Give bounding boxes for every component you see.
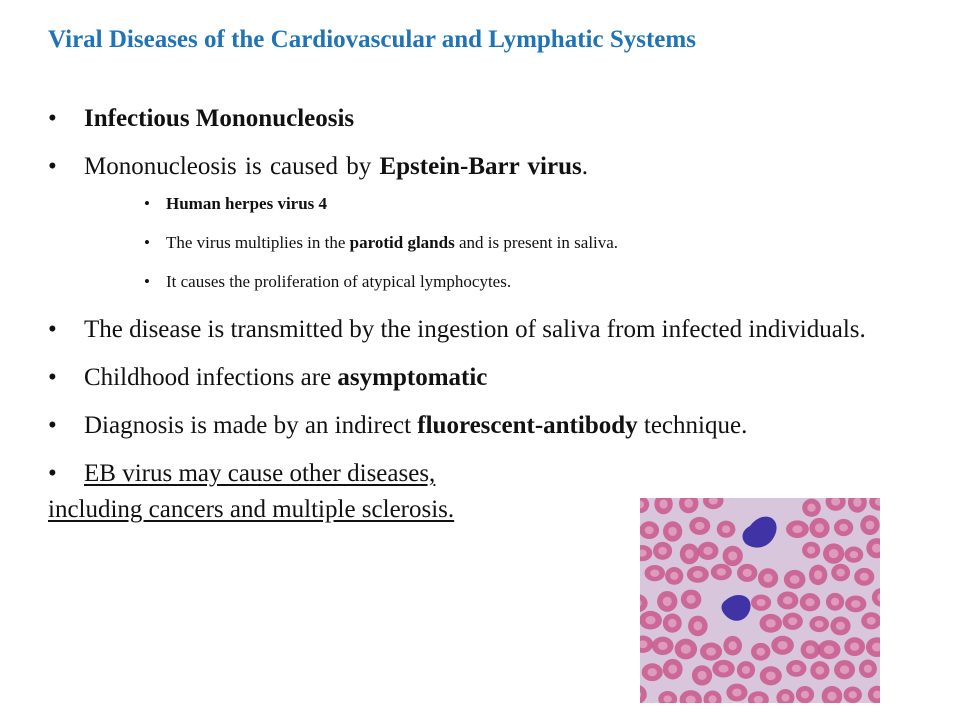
red-blood-cell-pallor — [790, 575, 800, 584]
red-blood-cell-pallor — [757, 599, 766, 606]
red-blood-cell-pallor — [805, 598, 814, 606]
red-blood-cell-pallor — [663, 695, 671, 702]
red-blood-cell-pallor — [685, 549, 694, 558]
red-blood-cell-pallor — [815, 523, 824, 532]
bullet-eb-virus-diseases — [84, 458, 902, 490]
red-blood-cell-pallor — [807, 546, 815, 554]
red-blood-cell-pallor — [783, 596, 793, 604]
red-blood-cell-pallor — [658, 642, 668, 650]
red-blood-cell-pallor — [831, 598, 839, 606]
sub-bullet-bold-text: parotid glands — [349, 233, 455, 252]
red-blood-cell-pallor — [650, 570, 659, 577]
red-blood-cell-pallor — [686, 595, 695, 604]
red-blood-cell-pallor — [684, 499, 693, 508]
bullet-list — [0, 103, 960, 526]
red-blood-cell-pallor — [718, 665, 728, 673]
bullet-transmission — [84, 314, 902, 346]
bullet-underlined-text: EB virus may cause other diseases, — [84, 460, 436, 487]
bullet-text: . — [581, 153, 588, 180]
red-blood-cell-pallor — [840, 665, 849, 674]
red-blood-cell-pallor — [659, 499, 667, 508]
red-blood-cell-pallor — [706, 648, 716, 656]
red-blood-cell-pallor — [836, 622, 845, 630]
red-blood-cell-pallor — [866, 521, 875, 530]
red-blood-cell-pallor — [781, 694, 789, 702]
sub-bullet-herpes-virus — [166, 193, 906, 215]
red-blood-cell-pallor — [766, 672, 776, 681]
red-blood-cell-pallor — [827, 692, 836, 701]
red-blood-cell-pallor — [788, 617, 797, 625]
red-blood-cell-pallor — [663, 597, 672, 606]
red-blood-cell-pallor — [792, 665, 801, 673]
bullet-text: Diagnosis is made by an indirect — [84, 412, 418, 439]
bullet-bold-text: asymptomatic — [337, 364, 488, 391]
red-blood-cell-pallor — [645, 526, 654, 534]
slide-title: Viral Diseases of the Cardiovascular and Lymphatic Systems — [48, 26, 696, 53]
red-blood-cell-pallor — [668, 664, 677, 673]
bullet-bold-text: fluorescent-antibody — [417, 412, 638, 439]
red-blood-cell-pallor — [766, 619, 776, 627]
sub-bullet-bold-text: Human herpes virus 4 — [166, 194, 328, 213]
red-blood-cell-pallor — [693, 621, 702, 630]
sub-bullet-atypical-lymphocytes — [166, 271, 906, 293]
red-blood-cell-pallor — [836, 569, 845, 577]
atypical-lymphocyte — [722, 595, 751, 621]
bullet-text: technique. — [637, 412, 748, 439]
red-blood-cell-pallor — [742, 666, 750, 674]
blood-smear-micrograph — [640, 498, 880, 703]
red-blood-cell-pallor — [728, 551, 737, 560]
red-blood-cell-pallor — [722, 525, 730, 533]
red-blood-cell-pallor — [754, 696, 763, 703]
red-blood-cell-pallor — [864, 665, 872, 673]
red-blood-cell-pallor — [668, 619, 677, 628]
bullet-infectious-mononucleosis — [84, 103, 902, 135]
red-blood-cell-pallor — [815, 620, 824, 627]
red-blood-cell-pallor — [850, 642, 859, 650]
red-blood-cell-pallor — [867, 617, 876, 625]
footer-line: including cancers and multiple sclerosis. — [48, 496, 455, 523]
red-blood-cell-pallor — [717, 568, 727, 575]
sub-bullet-text: It causes the proliferation of atypical lymphocytes. — [166, 272, 512, 291]
red-blood-cell-pallor — [824, 645, 834, 654]
bullet-text: Childhood infections are — [84, 364, 338, 391]
red-blood-cell-pallor — [693, 571, 703, 579]
red-blood-cell-pallor — [814, 570, 822, 579]
red-blood-cell-pallor — [743, 569, 752, 577]
bullet-bold-text: Epstein-Barr virus — [379, 153, 582, 180]
red-blood-cell-pallor — [850, 551, 858, 558]
bullet-epstein-barr-cause — [84, 151, 902, 183]
red-blood-cell-pallor — [806, 645, 815, 654]
red-blood-cell-pallor — [695, 522, 704, 530]
bullet-text: The disease is transmitted by the ingestion of saliva from infected individuals. — [84, 316, 866, 343]
red-blood-cell-pallor — [849, 691, 857, 699]
sub-bullet-text: and is present in saliva. — [454, 233, 619, 252]
blood-smear-image — [640, 498, 880, 703]
red-blood-cell-pallor — [851, 600, 861, 608]
red-blood-cell-pallor — [816, 666, 825, 674]
bullet-text: Mononucleosis is caused by — [84, 153, 380, 180]
red-blood-cell-pallor — [792, 525, 802, 533]
sub-bullet-text: The virus multiplies in the — [166, 233, 350, 252]
red-blood-cell-pallor — [807, 504, 815, 512]
red-blood-cell-pallor — [839, 524, 848, 532]
red-blood-cell-pallor — [658, 547, 667, 555]
red-blood-cell-pallor — [860, 573, 869, 581]
bullet-childhood-infections — [84, 362, 902, 394]
red-blood-cell-pallor — [801, 691, 809, 699]
red-blood-cell-pallor — [670, 572, 678, 580]
atypical-lymphocyte — [743, 517, 777, 548]
red-blood-cell-pallor — [645, 616, 655, 624]
red-blood-cell-pallor — [728, 641, 736, 650]
red-blood-cell-pallor — [756, 648, 765, 656]
bullet-diagnosis — [84, 410, 902, 442]
bullet-bold-text: Infectious Mononucleosis — [84, 105, 355, 132]
red-blood-cell-pallor — [732, 688, 742, 696]
red-blood-cell-pallor — [668, 527, 677, 536]
red-blood-cell-pallor — [764, 574, 773, 583]
sub-bullet-parotid-glands — [166, 232, 906, 254]
red-blood-cell-pallor — [777, 641, 787, 650]
red-blood-cell-pallor — [647, 668, 656, 676]
red-blood-cell-pallor — [708, 695, 716, 703]
red-blood-cell-pallor — [703, 547, 712, 555]
red-blood-cell-pallor — [681, 644, 691, 653]
red-blood-cell-pallor — [697, 671, 706, 680]
red-blood-cell-pallor — [829, 549, 839, 558]
